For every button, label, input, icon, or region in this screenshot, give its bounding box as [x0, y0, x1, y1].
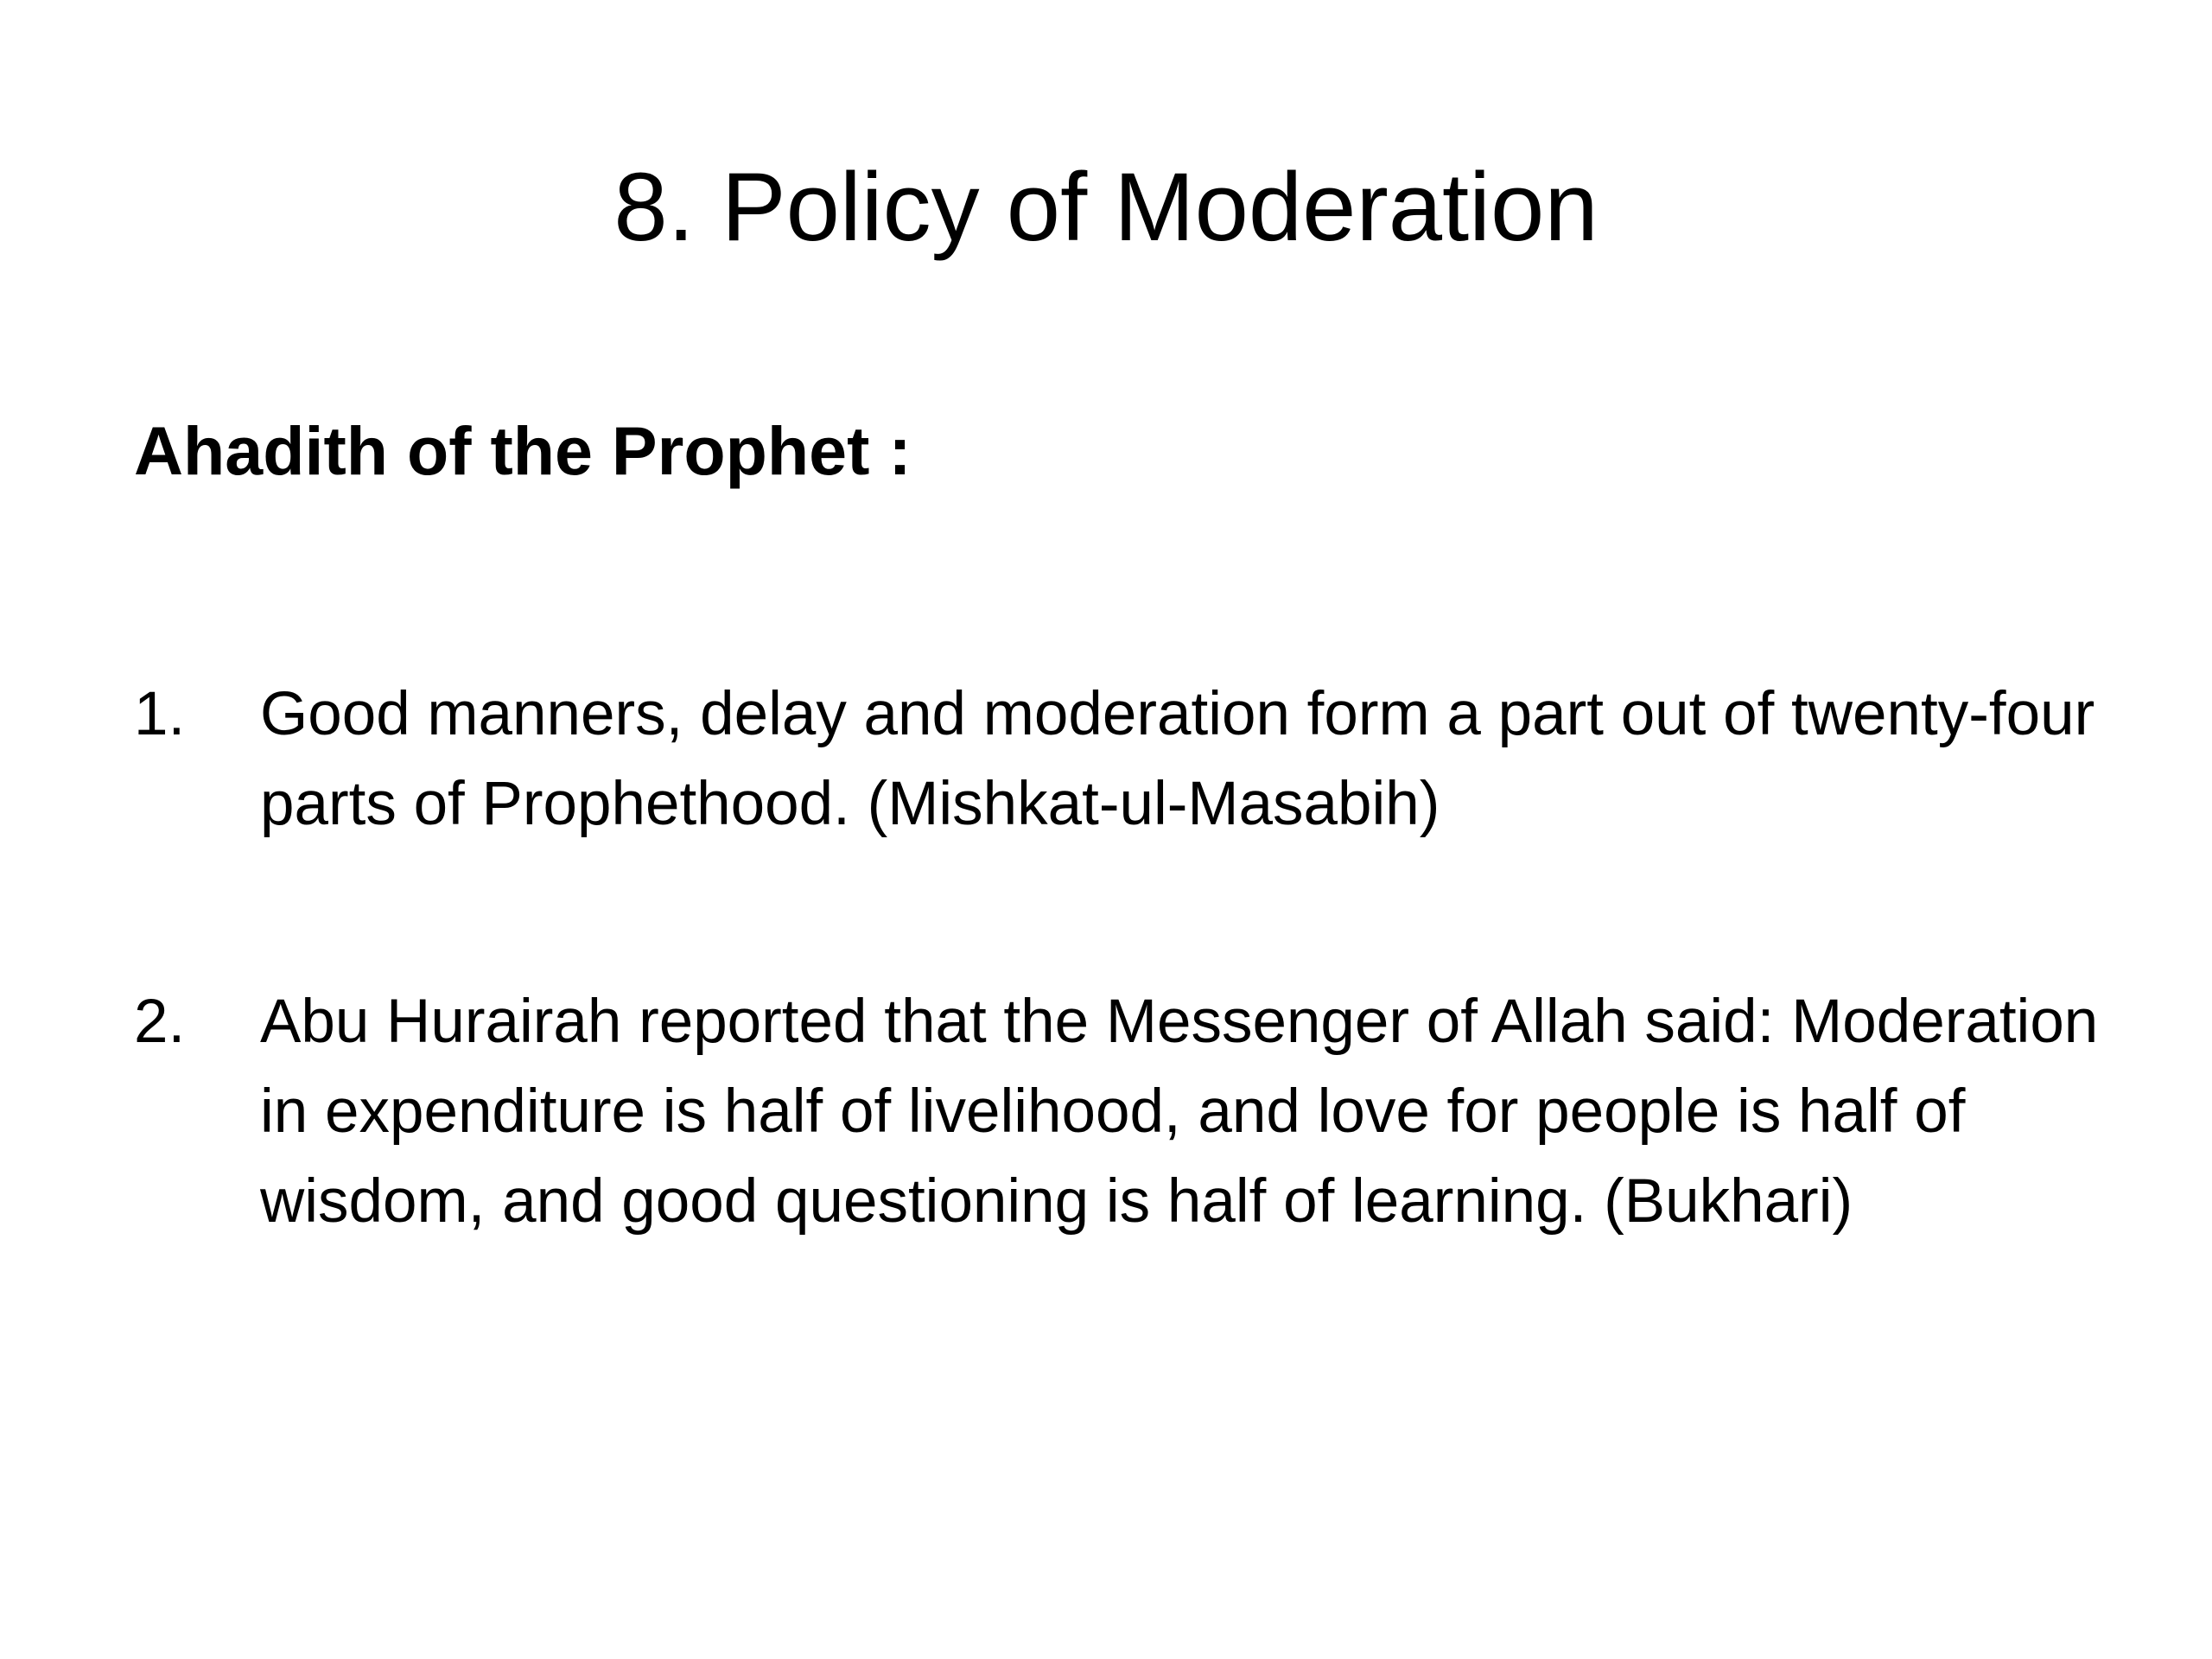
hadith-list	[134, 670, 2113, 1375]
hadith-text: Abu Hurairah reported that the Messenger of Allah said: Moderation in expenditure is half of livelihood, and love for people is half of wisdom, and good questioning is half of learning. (Bukhari)	[260, 988, 2099, 1236]
hadith-number: 1.	[134, 680, 186, 748]
slide-title: 8. Policy of Moderation	[613, 153, 1599, 261]
hadith-number: 2.	[134, 988, 186, 1056]
section-subheading: Ahadith of the Prophet :	[134, 412, 912, 489]
hadith-item	[134, 977, 2113, 1247]
hadith-text: Good manners, delay and moderation form a part out of twenty-four parts of Prophethood. (Mishkat-ul-Masabih)	[260, 680, 2095, 838]
hadith-item	[134, 670, 2113, 849]
